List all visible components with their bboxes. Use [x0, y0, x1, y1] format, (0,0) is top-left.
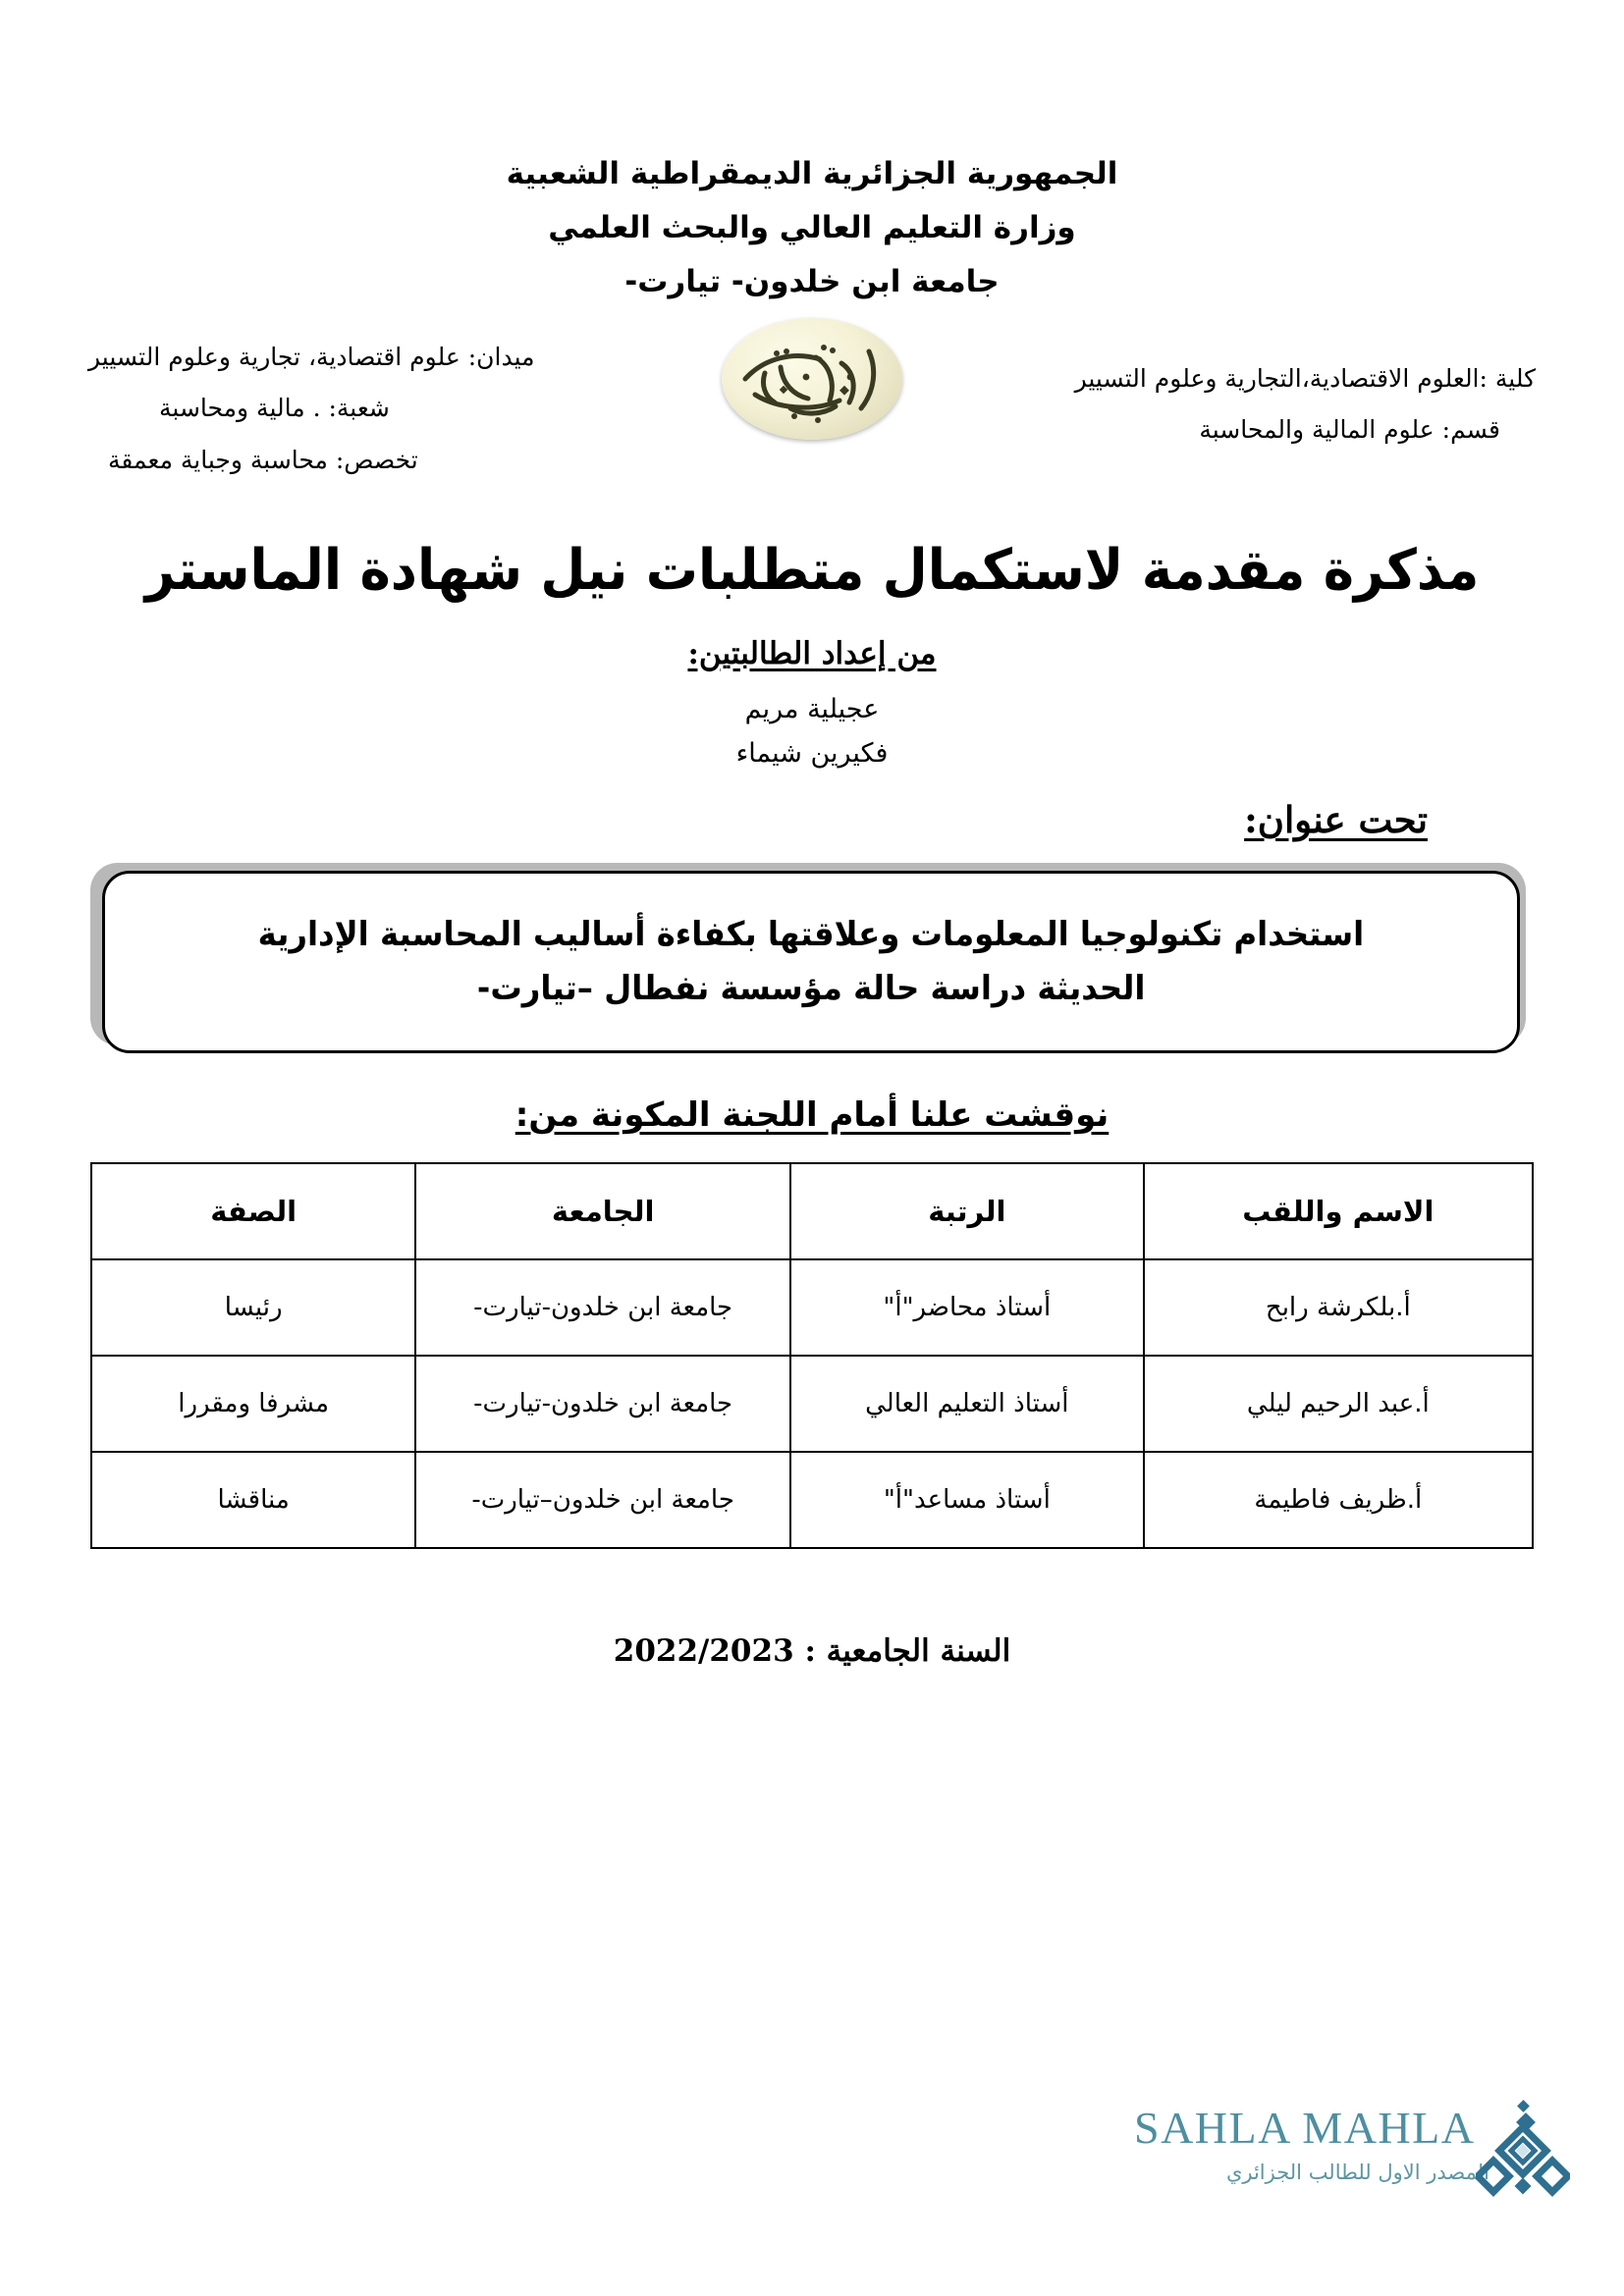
identity-row: [88, 332, 1536, 499]
author-name-2: فكيرين شيماء: [735, 738, 889, 770]
thesis-title-line-2: الحديثة دراسة حالة مؤسسة نفطال –تيارت-: [476, 969, 1146, 1009]
column-header-name: الاسم واللقب: [1144, 1163, 1533, 1259]
committee-heading-row: [88, 1095, 1536, 1135]
jury-table: [90, 1162, 1534, 1549]
faculty-info: [1005, 332, 1536, 456]
table-row: [91, 1356, 1533, 1452]
thesis-title-box: [102, 871, 1520, 1053]
table-row: [91, 1259, 1533, 1356]
field-label: ميدان: علوم اقتصادية، تجارية وعلوم التسيير: [88, 342, 535, 371]
cell-role: مناقشا: [91, 1452, 415, 1548]
header-line-university: جامعة ابن خلدون- تيارت-: [624, 264, 1000, 300]
committee-heading: نوقشت علنا أمام اللجنة المكونة من:: [514, 1095, 1110, 1136]
column-header-rank: الرتبة: [790, 1163, 1144, 1259]
specialty-label: تخصص: محاسبة وجباية معمقة: [108, 445, 418, 474]
cell-name: أ.عبد الرحيم ليلي: [1144, 1356, 1533, 1452]
faculty-label: كلية :العلوم الاقتصادية،التجارية وعلوم التسيير: [1074, 363, 1536, 393]
table-row: [91, 1452, 1533, 1548]
academic-year: السنة الجامعية : 2022/2023: [613, 1633, 1011, 1670]
page-title: مذكرة مقدمة لاستكمال متطلبات نيل شهادة الماستر: [144, 537, 1480, 603]
cell-rank: أستاذ التعليم العالي: [790, 1356, 1144, 1452]
table-header-row: [91, 1163, 1533, 1259]
cell-name: أ.بلكرشة رابح: [1144, 1259, 1533, 1356]
cell-rank: أستاذ محاضر"أ": [790, 1259, 1144, 1356]
branch-label: شعبة: . مالية ومحاسبة: [159, 394, 390, 423]
document-header: [88, 0, 1536, 310]
cell-university: جامعة ابن خلدون-تيارت-: [415, 1259, 790, 1356]
header-line-republic: الجمهورية الجزائرية الديمقراطية الشعبية: [506, 156, 1118, 191]
column-header-university: الجامعة: [415, 1163, 790, 1259]
cell-role: مشرفا ومقررا: [91, 1356, 415, 1452]
diamond-ornament-icon: [1476, 2100, 1570, 2202]
watermark-logo: [1134, 2103, 1576, 2263]
cell-role: رئيسا: [91, 1259, 415, 1356]
author-name-1: عجيلية مريم: [744, 693, 880, 724]
authors-section: [88, 636, 1536, 772]
cell-name: أ.ظريف فاطيمة: [1144, 1452, 1533, 1548]
header-line-ministry: وزارة التعليم العالي والبحث العلمي: [548, 210, 1076, 246]
department-label: قسم: علوم المالية والمحاسبة: [1199, 415, 1500, 445]
thesis-title-container: [88, 855, 1536, 1066]
watermark-brand: SAHLA MAHLA: [1134, 2103, 1476, 2153]
thesis-title-line-1: استخدام تكنولوجيا المعلومات وعلاقتها بكفاءة أساليب المحاسبة الإدارية: [257, 914, 1365, 954]
authors-label: من إعداد الطالبتين:: [687, 635, 937, 671]
watermark-tagline: المصدر الاول للطالب الجزائري: [1225, 2161, 1489, 2184]
column-header-role: الصفة: [91, 1163, 415, 1259]
field-info: [88, 332, 638, 487]
under-title-row: [88, 798, 1536, 841]
cell-rank: أستاذ مساعد"أ": [790, 1452, 1144, 1548]
under-title-label: تحت عنوان:: [1244, 798, 1428, 842]
cell-university: جامعة ابن خلدون-تيارت-: [415, 1356, 790, 1452]
university-seal-icon: [722, 318, 902, 440]
cell-university: جامعة ابن خلدون–تيارت-: [415, 1452, 790, 1548]
